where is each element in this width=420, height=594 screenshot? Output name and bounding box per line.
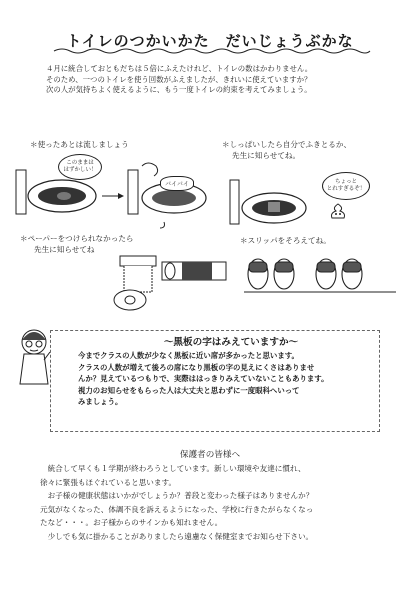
blackboard-line: みましょう。 — [78, 397, 123, 406]
blackboard-line: 視力のお知らせをもらった人は大丈夫と思わずに一度眼科へいって — [78, 385, 300, 395]
girl-with-glasses-illustration — [14, 326, 54, 390]
too-much-speech-bubble: ちょっと とれすぎるぞ！ — [322, 172, 370, 200]
blackboard-line: 今までクラスの人数が少なく黒板に近い席が多かったと思います。 — [78, 351, 299, 360]
intro-line: そのため、一つのトイレを使う回数がふえましたが、きれいに使えていますか？ — [46, 74, 312, 84]
notice-line: 少しでも気に掛かることがありましたら遠慮なく保健室までお知らせ下さい。 — [40, 531, 314, 541]
rule-flush-caption: ＊使ったあとは流しましょう — [30, 140, 129, 149]
bye-bye-bubble: バイバイ — [160, 176, 194, 191]
rule-paper-line: 先生に知らせてね — [34, 244, 95, 254]
rule-paper-line: ＊ペーパーをつけられなかったら — [20, 234, 134, 243]
blackboard-panel — [50, 330, 380, 432]
blackboard-line: んか？見えているつもりで、実際ははっきりみえていないこともあります。 — [78, 374, 329, 383]
clogged-toilet-illustration — [228, 174, 328, 230]
notice-line: 徐々に緊張もほぐれていると思います。 — [40, 477, 177, 487]
parents-notice-text — [40, 462, 396, 543]
embarrassed-speech-bubble: このままは はずかしい！ — [58, 154, 102, 180]
notice-line: 統合して早くも１学期が終わろうとしています。新しい環境や友達に慣れ、 — [40, 464, 306, 473]
title-underline — [52, 46, 372, 56]
notice-line: 元気がなくなった、体調不良を訴えるようになった、学校に行きたがらなくなっ — [40, 504, 314, 514]
page-title: トイレのつかいかた だいじょうぶかな — [66, 32, 354, 50]
intro-text — [46, 64, 396, 96]
blackboard-text — [78, 350, 378, 408]
rule-clogged-line: 先生に知らせてね。 — [232, 150, 301, 160]
parents-notice-title: 保護者の皆様へ — [179, 450, 241, 460]
rule-clogged-caption — [222, 140, 351, 161]
notice-line: たなど・・・。お子様からのサインかも知れません。 — [40, 518, 223, 527]
slippers-illustration — [240, 256, 400, 296]
small-poop-icon — [328, 202, 348, 220]
blackboard-heading: ～黒板の字はみえていますか～ — [163, 337, 299, 348]
toilet-paper-illustration — [100, 254, 240, 314]
rule-paper-caption — [20, 234, 134, 255]
rule-clogged-line: ＊しっぱいしたら自分でふきとるか、 — [222, 140, 352, 149]
flush-illustration — [14, 162, 214, 232]
intro-line: ４月に統合しておともだちは５倍にふえたけれど、トイレの数はかわりません。 — [46, 64, 313, 73]
notice-line: お子様の健康状態はいかがでしょうか？普段と変わった様子はありませんか？ — [40, 491, 314, 500]
blackboard-line: クラスの人数が増えて後ろの席になり黒板の字の見えにくさはありませ — [78, 362, 315, 372]
rule-slippers-caption: ＊スリッパをそろえてね。 — [240, 236, 331, 245]
intro-line: 次の人が気持ちよく使えるように、もう一度トイレの約束を考えてみましょう。 — [46, 85, 312, 94]
